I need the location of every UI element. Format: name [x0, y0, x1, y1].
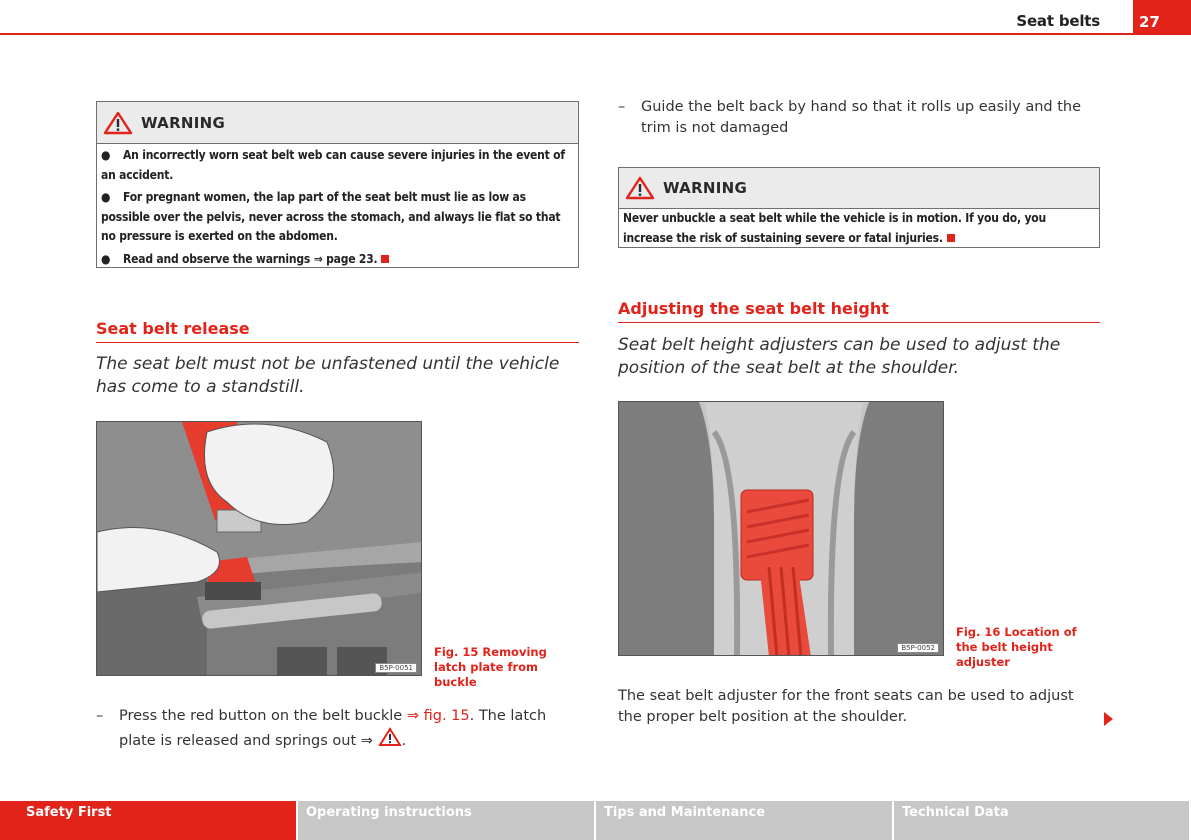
warning-triangle-icon[interactable] — [378, 727, 402, 747]
page-number: 27 — [1133, 0, 1191, 35]
warning-box-left — [96, 101, 579, 268]
warning-item: ● An incorrectly worn seat belt web can cause severe injuries in the event of an accident. — [101, 148, 565, 182]
figure-code: B5P-0051 — [375, 663, 417, 673]
figure-code: B5P-0052 — [897, 643, 939, 653]
belt-height-adjuster-illustration — [619, 402, 944, 656]
footer-tab-operating-instructions[interactable]: Operating instructions — [298, 801, 594, 840]
figure-reference-link[interactable]: ⇒ fig. 15 — [406, 708, 470, 724]
release-step: – Press the red button on the belt buckle ⇒ fig. 15. The latch plate is released and springs out ⇒ . — [96, 708, 547, 749]
warning-text: Never unbuckle a seat belt while the vehicle is in motion. If you do, you increase the risk of sustaining severe or fatal injuries. — [623, 211, 1047, 245]
section-lead-release: The seat belt must not be unfastened until the vehicle has come to a standstill. — [96, 354, 560, 397]
footer-tab-technical-data[interactable]: Technical Data — [894, 801, 1189, 840]
footer-navigation — [0, 801, 1191, 840]
next-page-arrow-icon[interactable] — [1104, 712, 1113, 726]
running-header-title: Seat belts — [1016, 12, 1100, 30]
warning-triangle-icon — [625, 176, 655, 200]
warning-triangle-icon — [103, 111, 133, 135]
warning-body — [97, 144, 578, 269]
warning-box-right — [618, 167, 1100, 248]
figure-removing-latch-plate — [96, 421, 422, 676]
height-body-text: The seat belt adjuster for the front seats can be used to adjust the proper belt position at the shoulder. — [618, 688, 1074, 725]
warning-item: ● Read and observe the warnings ⇒ page 23. — [101, 250, 573, 270]
section-heading-height: Adjusting the seat belt height — [618, 299, 1100, 323]
section-heading-release: Seat belt release — [96, 319, 579, 343]
warning-title: WARNING — [141, 113, 226, 132]
warning-header — [619, 168, 1099, 209]
warning-title: WARNING — [663, 179, 748, 197]
section-lead-height: Seat belt height adjusters can be used to adjust the position of the seat belt at the shoulder. — [618, 335, 1061, 378]
warning-item: ● For pregnant women, the lap part of the seat belt must lie as low as possible over the pelvis, never across the stomach, and always lie flat so that no pressure is exerted on the abdomen. — [101, 190, 561, 243]
footer-tab-tips-and-maintenance[interactable]: Tips and Maintenance — [596, 801, 892, 840]
red-square-icon — [947, 234, 955, 242]
header-rule — [0, 33, 1191, 35]
guide-step: – Guide the belt back by hand so that it rolls up easily and the trim is not damaged — [618, 99, 1082, 136]
figure-belt-height-adjuster — [618, 401, 944, 656]
warning-header — [97, 102, 578, 144]
red-square-icon — [381, 255, 389, 263]
figure-caption-16: Fig. 16 Location of the belt height adjuster — [956, 625, 1077, 669]
footer-tab-safety-first[interactable]: Safety First — [0, 801, 296, 840]
latch-plate-illustration — [97, 422, 422, 676]
warning-body — [619, 209, 1099, 248]
figure-caption-15: Fig. 15 Removing latch plate from buckle — [434, 645, 547, 689]
